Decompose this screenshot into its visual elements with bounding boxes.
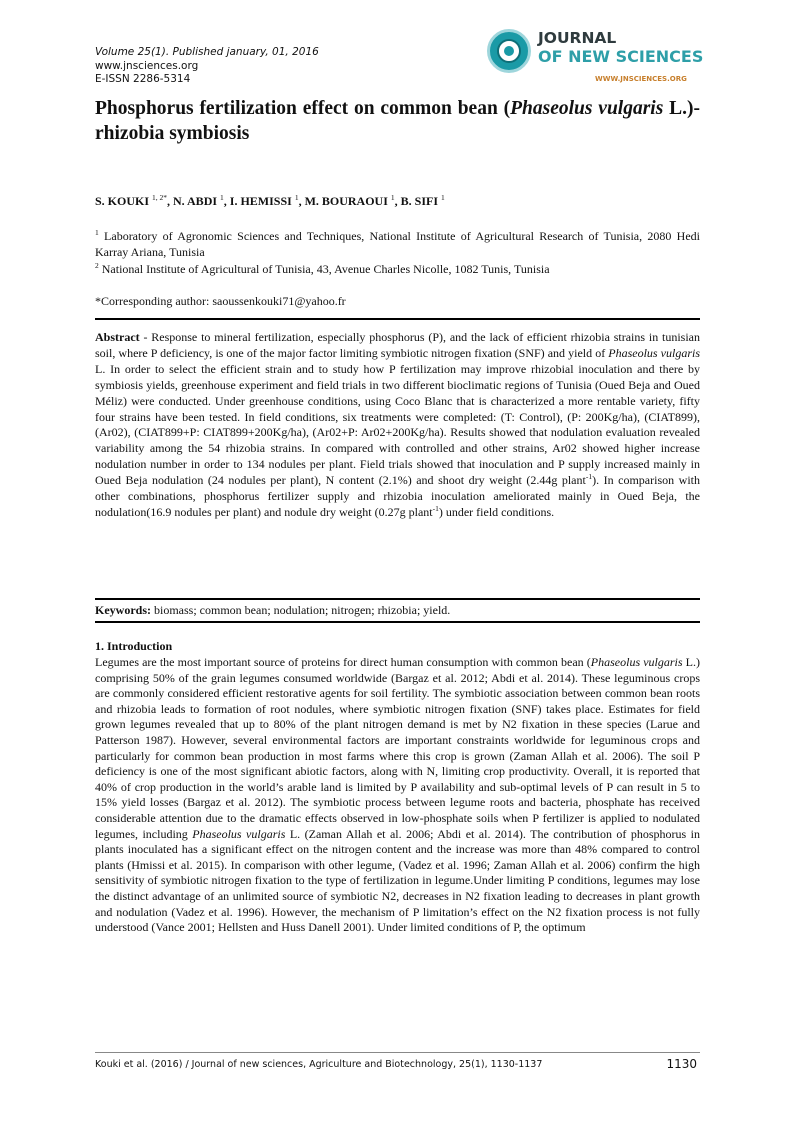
author-4: , M. BOURAOUI [298,194,388,208]
author-list [95,194,445,209]
journal-header-meta [95,46,319,87]
title-text-2: L.)-rhizobia symbiosis [95,98,700,144]
abstract-text-3: ). In comparison with other combinations, phosphorus fertilizer supply and rhizobia inoculation ameliorated mainly in Oued Beja, the nodulation(16.9 nodules per plant) and nodule dry weight (0.27g plant [95,473,700,519]
logo-url: WWW.JNSCIENCES.ORG [595,75,687,83]
author-2-affil: 1 [220,193,224,202]
affiliation-2-text: National Institute of Agricultural of Tunisia, 43, Avenue Charles Nicolle, 1082 Tunis, Tunisia [101,262,550,276]
journal-website: www.jnsciences.org [95,59,199,72]
intro-species-1: Phaseolus vulgaris [590,655,683,669]
journal-emblem-icon [487,29,531,73]
intro-text-3: L. (Zaman Allah et al. 2006; Abdi et al. 2014). The contribution of phosphorus in plants inoculated has a significant effect on the nitrogen content and the increase was more than 48% compared to control plants (Hmissi et al. 2015). In comparison with other legume, (Vadez et al. 1996; Zaman Allah et al. 2006) confirm the high sensitivity of symbiotic nitrogen fixation to the type of fertilization in legume.Under limiting P conditions, legumes may lose the distinct advantage of an unlimited source of symbiotic N2, decreases in N2 fixation leading to decreases in plant growth and nodulation (Vadez et al. 1996). However, the mechanism of P limitation’s effect on the N2 fixation process is not fully understood (Vance 2001; Hellsten and Huss Danell 2001). Under limited conditions of P, the optimum [95,826,700,935]
divider-keywords-top [95,598,700,600]
author-1-affil: 1, 2* [152,193,168,202]
journal-logo [487,28,702,88]
intro-text-1: Legumes are the most important source of proteins for direct human consumption with common bean ( [95,655,591,669]
author-5-affil: 1 [441,193,445,202]
footer-citation: Kouki et al. (2016) / Journal of new sciences, Agriculture and Biotechnology, 25(1), 1130-1137 [95,1059,543,1070]
author-3-affil: 1 [294,193,299,202]
keywords [95,603,450,618]
intro-species-2: Phaseolus vulgaris [192,826,286,841]
abstract-species: Phaseolus vulgaris [608,345,700,360]
section-heading-introduction: 1. Introduction [95,639,173,653]
divider-keywords-bottom [95,621,700,623]
issn: E-ISSN 2286-5314 [95,73,191,85]
abstract-text-4: ) under field conditions. [438,504,555,519]
footer-divider [95,1052,700,1053]
affiliation-2 [95,262,700,278]
affiliation-1 [95,229,700,260]
keywords-label: Keywords: [95,603,151,617]
author-2: , N. ABDI [167,194,218,208]
logo-line-1: JOURNAL [538,29,617,47]
abstract-sup-1: -1 [585,472,593,482]
introduction-body [95,655,700,936]
affiliation-1-number: 1 [95,228,99,237]
author-5: , B. SIFI [394,194,439,208]
logo-line-2: OF NEW SCIENCES [538,47,704,66]
abstract-text-2: L. In order to select the efficient strain and to study how P fertilization may improve rhizobial inoculation and there by symbiosis yields, greenhouse experiment and field trials in two different bioclimatic regions of Tunisia (Oued Beja and Oued Méliz) were conducted. Under greenhouse conditions, using Coco Blanc that is characterized a more rentable variety, fifty four strains have been tested. In field conditions, six treatments were completed: (T: Control), (P: 200Kg/ha), (CIAT899), (Ar02), (CIAT899+P: CIAT899+200Kg/ha), (Ar02+P: Ar02+200Kg/ha). Results showed that nodulation evaluation revealed variability among the 54 rhizobia strains. In compared with controlled and other strains, Ar02 showed higher increase nodulation number in order to 134 nodules per plant. Field trials showed that inoculation and P supply increased mainly in Oued Beja nodulation (24 nodules per plant), N content (2.1%) and shoot dry weight (2.44g plant [95,361,700,488]
corresponding-author: *Corresponding author: saoussenkouki71@yahoo.fr [95,294,346,308]
title-species: Phaseolus vulgaris [510,98,664,119]
divider-top [95,318,700,320]
affiliation-1-text: Laboratory of Agronomic Sciences and Techniques, National Institute of Agricultural Research of Tunisia, 2080 Hedi Karray Ariana, Tunisia [95,229,700,259]
paper-title [95,96,700,146]
author-1: S. KOUKI [95,194,150,208]
intro-text-2: L.) comprising 50% of the grain legumes consumed worldwide (Bargaz et al. 2012; Abdi et al. 2014). These leguminous crops are commonly considered efficient restorative agents for soil fertility. The symbiotic association between common bean roots and rhizobia leads to formation of root nodules, where symbiotic nitrogen fixation (SNF) takes place. Estimates for field grown legumes revealed that up to 80% of the plant nitrogen demand is met by N2 fixation in these species (Larue and Patterson 1987). However, several environmental factors are important constraints worldwide for leguminous crops and particularly for common bean production in most farms where this crop is grown (Zaman Allah et al. 2006). The soil P deficiency is one of the most significant abiotic factors, along with N, limiting crop productivity. Overall, it is reported that 40% of crop production in the world’s arable land is limited by P availability and sub-optimal levels of P can result in 5 to 15% yield losses (Bargaz et al. 2012). The symbiotic process between legume roots and bacteria, phosphate has received considerable attention due to the dramatic effects observed in low-phosphate soils when P fertilizer is applied to nodulated legumes, including [95,655,700,841]
abstract [95,330,700,521]
author-4-affil: 1 [390,193,395,202]
volume-line: Volume 25(1). Published january, 01, 2016 [95,46,319,58]
abstract-sup-2: -1 [432,503,439,513]
abstract-label: Abstract [95,330,140,344]
abstract-text-1: - Response to mineral fertilization, especially phosphorus (P), and the lack of efficient rhizobia strains in tunisian soil, where P deficiency, is one of the major factor limiting symbiotic nitrogen fixation (SNF) and yield of [95,330,700,360]
title-text-1: Phosphorus fertilization effect on common bean ( [95,98,511,119]
author-3: , I. HEMISSI [223,194,292,208]
page-footer [95,1059,700,1070]
page-number: 1130 [666,1057,697,1071]
affiliation-2-number: 2 [95,261,99,270]
keywords-text: biomass; common bean; nodulation; nitrogen; rhizobia; yield. [151,603,451,617]
